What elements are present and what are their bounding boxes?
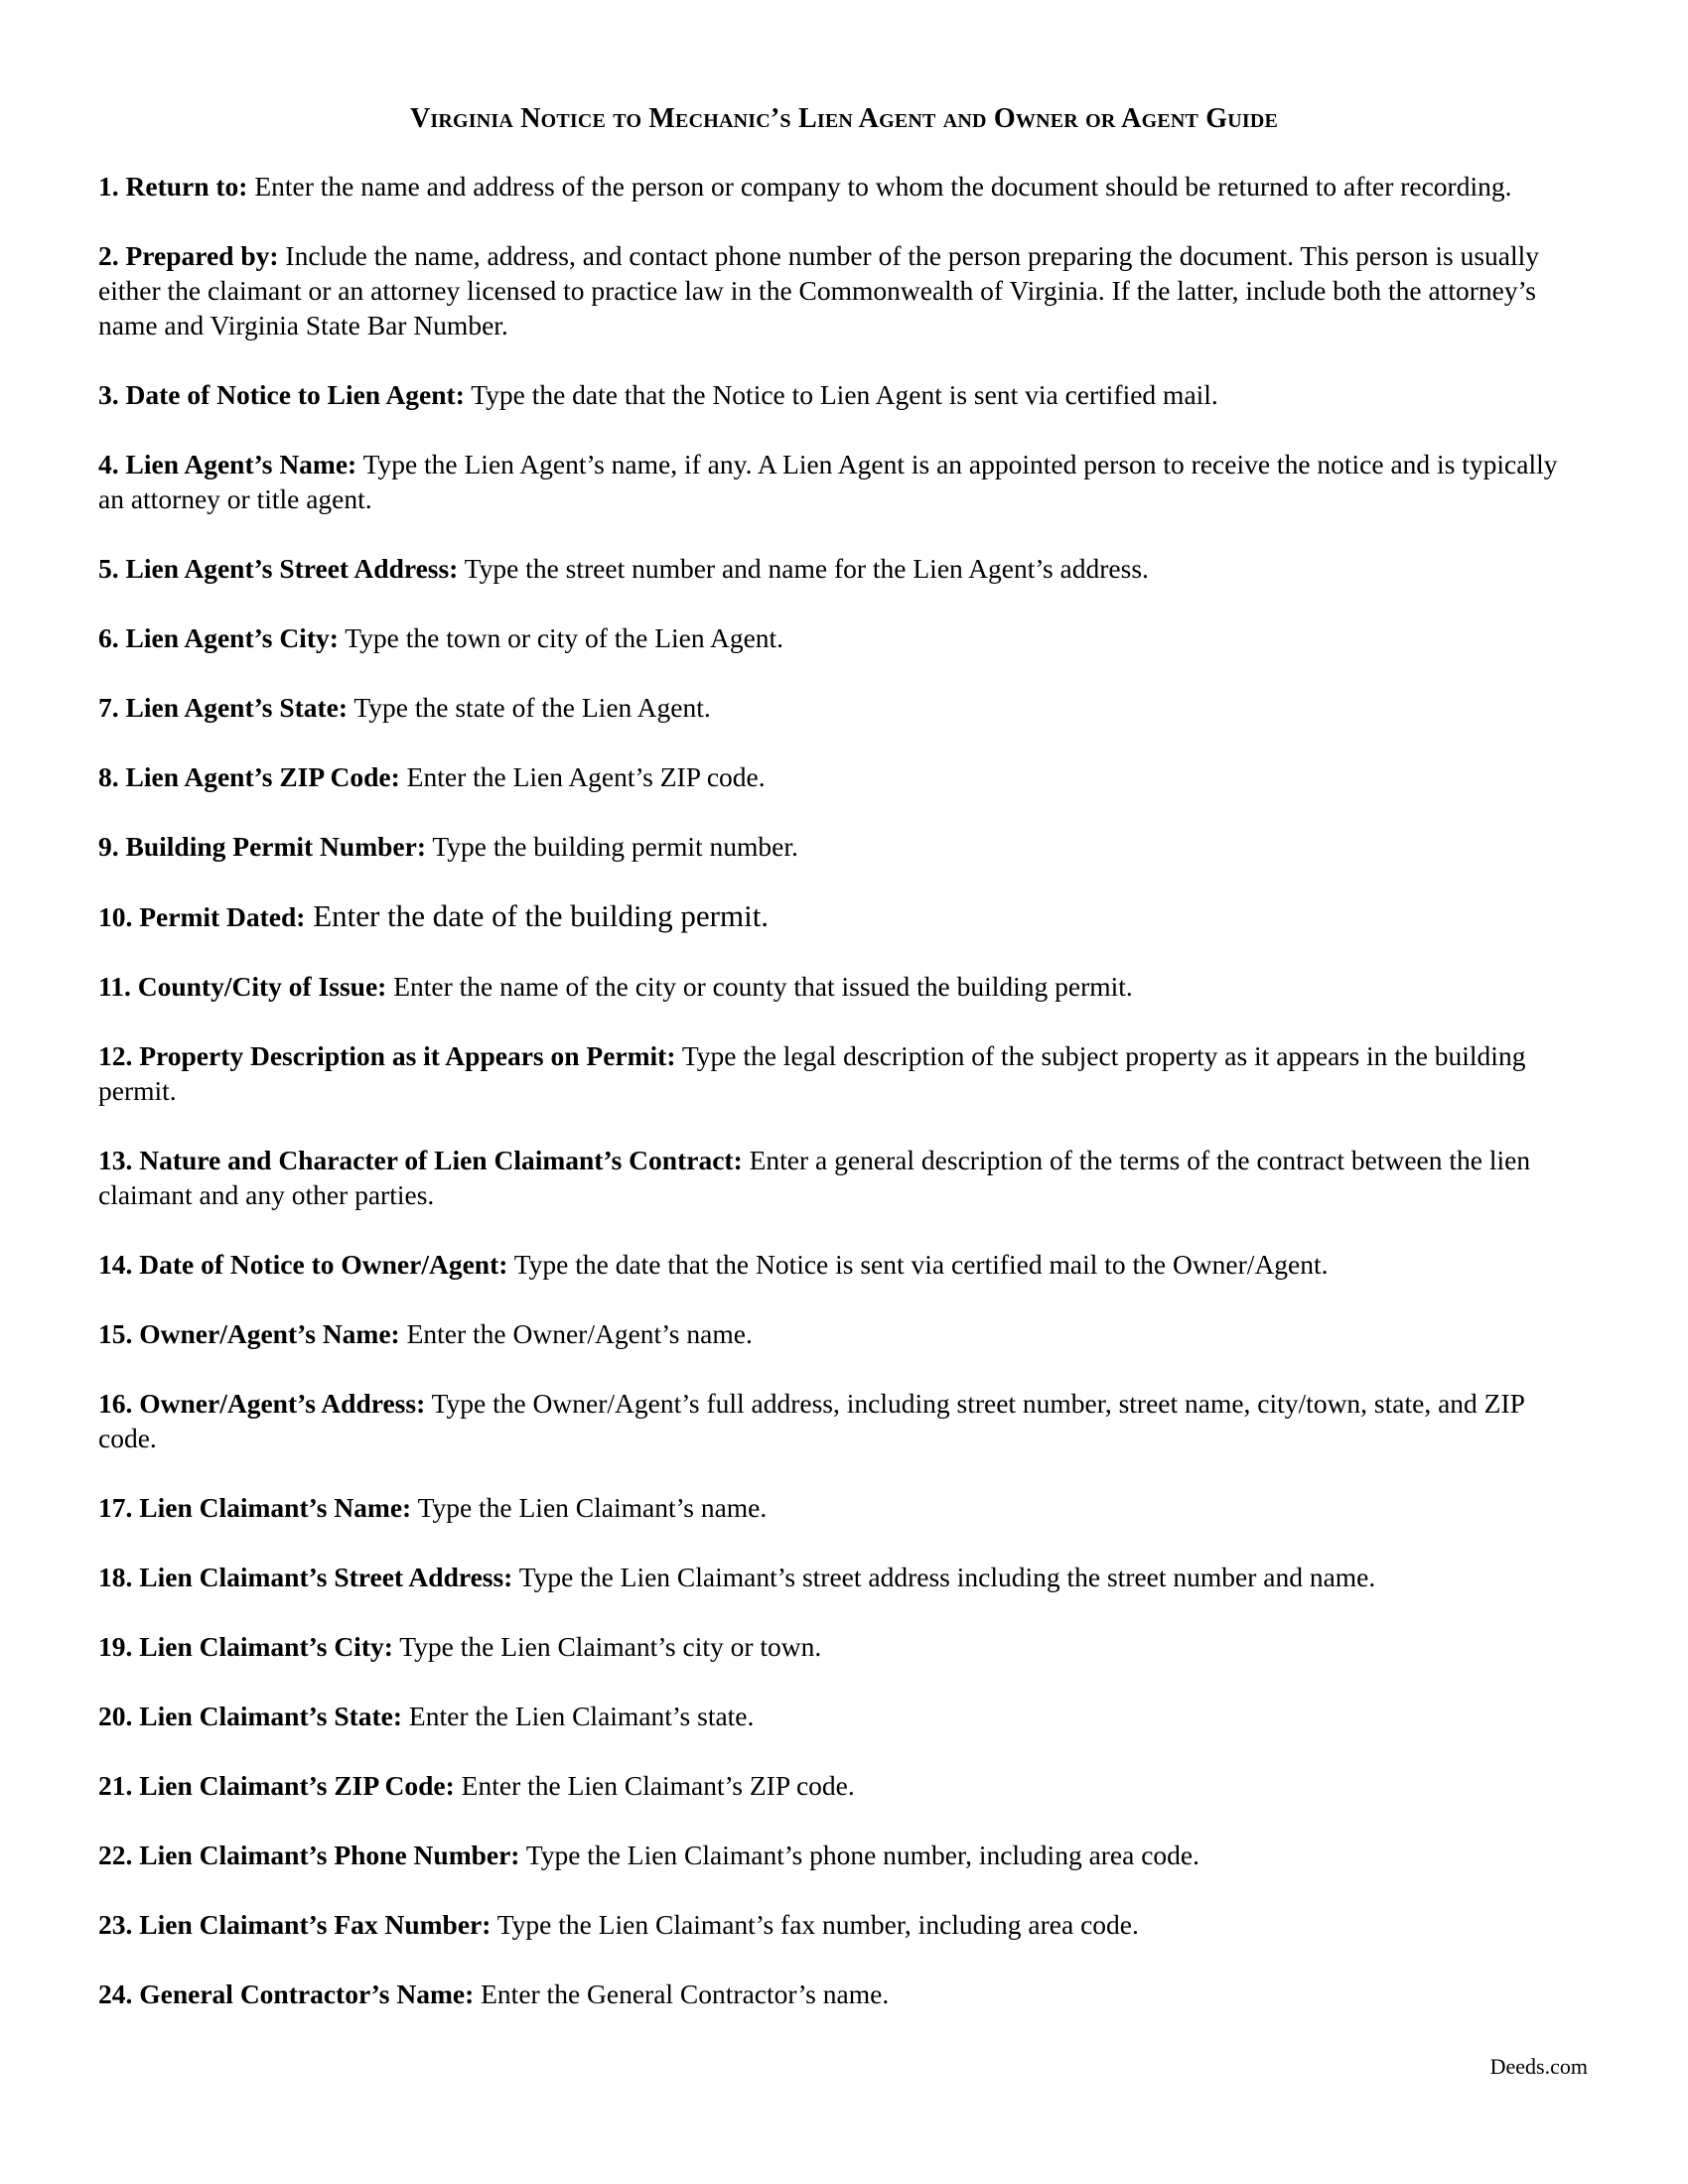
item-description: Enter the Lien Claimant’s state. [402,1701,755,1731]
item-label: 23. Lien Claimant’s Fax Number: [98,1909,492,1940]
item-description: Type the legal description of the subject property as it appears in the building permit. [98,1040,1526,1106]
item-label: 5. Lien Agent’s Street Address: [98,553,459,584]
guide-item [98,1768,1588,1803]
document-title: Virginia Notice to Mechanic’s Lien Agent and Owner or Agent Guide [409,103,1279,134]
item-label: 14. Date of Notice to Owner/Agent: [98,1249,508,1280]
item-description: Type the Lien Claimant’s fax number, including area code. [491,1909,1139,1940]
guide-item [98,1838,1588,1872]
item-label: 4. Lien Agent’s Name: [98,449,357,479]
item-label: 22. Lien Claimant’s Phone Number: [98,1840,520,1870]
guide-item [98,1490,1588,1525]
item-description: Type the Lien Claimant’s street address including the street number and name. [512,1562,1376,1592]
guide-item [98,1699,1588,1733]
guide-item [98,1629,1588,1664]
guide-item [98,969,1588,1004]
item-description: Type the Lien Agent’s name, if any. A Lien Agent is an appointed person to receive the notice and is typically an attorney or title agent. [98,449,1558,514]
item-description: Enter the Lien Agent’s ZIP code. [399,761,766,792]
guide-item-list [98,169,1588,2046]
guide-item [98,1316,1588,1351]
item-description: Type the building permit number. [426,831,798,862]
item-label: 13. Nature and Character of Lien Claimant’s Contract: [98,1145,743,1175]
guide-item [98,1143,1588,1212]
item-description: Enter the Lien Claimant’s ZIP code. [454,1770,855,1801]
item-description: Enter the General Contractor’s name. [474,1979,890,2009]
guide-item [98,238,1588,342]
item-label: 15. Owner/Agent’s Name: [98,1318,400,1349]
guide-item [98,1560,1588,1594]
item-label: 20. Lien Claimant’s State: [98,1701,403,1731]
item-description: Type the street number and name for the Lien Agent’s address. [458,553,1149,584]
item-description: Enter the name and address of the person or company to whom the document should be returned to after recording. [247,171,1512,202]
guide-item [98,1038,1588,1108]
guide-item [98,759,1588,794]
item-description: Enter a general description of the terms of the contract between the lien claimant and any other parties. [98,1145,1531,1210]
guide-item [98,447,1588,516]
item-description: Type the date that the Notice is sent via certified mail to the Owner/Agent. [507,1249,1329,1280]
item-label: 6. Lien Agent’s City: [98,622,339,653]
item-label: 18. Lien Claimant’s Street Address: [98,1562,513,1592]
item-description: Enter the Owner/Agent’s name. [399,1318,753,1349]
item-description: Type the Lien Claimant’s name. [411,1492,768,1523]
item-description: Type the town or city of the Lien Agent. [338,622,784,653]
item-description: Type the Owner/Agent’s full address, including street number, street name, city/town, state, and ZIP code. [98,1388,1524,1453]
item-label: 12. Property Description as it Appears on Permit: [98,1040,676,1071]
item-label: 1. Return to: [98,171,248,202]
item-label: 10. Permit Dated: [98,901,306,932]
item-label: 24. General Contractor’s Name: [98,1979,475,2009]
item-description: Type the Lien Claimant’s phone number, including area code. [519,1840,1200,1870]
footer-brand: Deeds.com [1489,2054,1588,2079]
guide-item [98,690,1588,725]
item-label: 11. County/City of Issue: [98,971,387,1002]
item-description: Include the name, address, and contact phone number of the person preparing the document. This person is usually either the claimant or an attorney licensed to practice law in the Commonwealth of Virginia. If the latter, include both the attorney’s name and Virginia State Bar Number. [98,240,1540,341]
guide-item [98,829,1588,864]
item-label: 16. Owner/Agent’s Address: [98,1388,426,1419]
item-label: 21. Lien Claimant’s ZIP Code: [98,1770,455,1801]
item-description: Type the Lien Claimant’s city or town. [392,1631,822,1662]
guide-item [98,1977,1588,2011]
item-label: 2. Prepared by: [98,240,279,271]
item-label: 19. Lien Claimant’s City: [98,1631,393,1662]
guide-item [98,1907,1588,1942]
guide-item [98,169,1588,204]
item-description: Enter the name of the city or county that issued the building permit. [386,971,1133,1002]
guide-item [98,551,1588,586]
item-description: Enter the date of the building permit. [305,898,770,933]
item-description: Type the state of the Lien Agent. [348,692,711,723]
item-label: 17. Lien Claimant’s Name: [98,1492,412,1523]
guide-item [98,1386,1588,1455]
guide-item [98,620,1588,655]
guide-item [98,1247,1588,1282]
item-description: Type the date that the Notice to Lien Agent is sent via certified mail. [464,379,1218,410]
item-label: 8. Lien Agent’s ZIP Code: [98,761,400,792]
item-label: 3. Date of Notice to Lien Agent: [98,379,465,410]
item-label: 9. Building Permit Number: [98,831,426,862]
item-label: 7. Lien Agent’s State: [98,692,349,723]
guide-item [98,898,1588,934]
guide-item [98,377,1588,412]
